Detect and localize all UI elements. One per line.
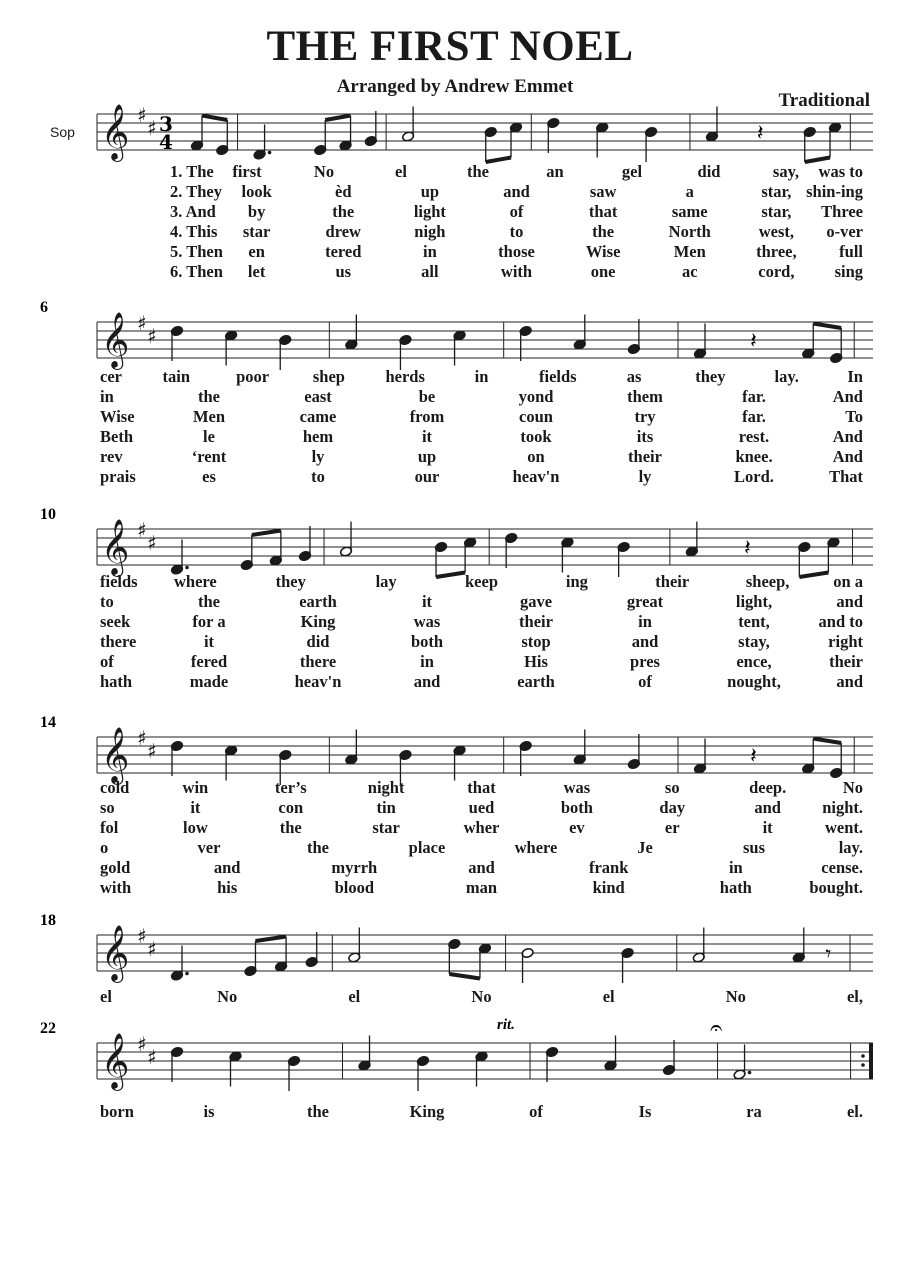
lyric-syllable: their [519, 612, 553, 631]
lyric-syllable: Wise [100, 407, 135, 426]
lyric-syllable: 4. This [170, 222, 218, 241]
sharp-sign: ♯ [147, 1045, 157, 1069]
lyric-syllable: tain [162, 367, 191, 386]
lyric-syllable: night. [822, 798, 863, 817]
sharp-sign: ♯ [137, 311, 147, 335]
dot [268, 151, 272, 155]
sharp-sign: ♯ [137, 924, 147, 948]
dot [748, 1071, 752, 1075]
lyric-syllable: bought. [809, 878, 863, 897]
lyric-syllable: 6. Then [170, 262, 223, 281]
lyric-syllable: fields [539, 367, 577, 386]
lyric-syllable: did [306, 632, 330, 651]
lyric-syllable: en [248, 242, 265, 261]
lyric-syllable: fered [190, 652, 228, 671]
lyric-syllable: and to [818, 612, 863, 631]
lyric-syllable: came [299, 407, 337, 426]
lyric-syllable: light, [735, 592, 773, 611]
beam [813, 739, 841, 744]
measure-number: 18 [40, 912, 56, 929]
lyric-syllable: earth [517, 672, 555, 691]
lyric-syllable: low [183, 818, 208, 837]
lyric-syllable: east [304, 387, 332, 406]
lyric-syllable: they [695, 367, 726, 386]
lyric-syllable: rev [100, 447, 123, 466]
lyric-syllable: in [420, 652, 434, 671]
lyric-syllable: on [527, 447, 545, 466]
lyric-syllable: took [520, 427, 552, 446]
lyric-syllable: was [563, 778, 591, 797]
lyric-syllable: the [198, 387, 220, 406]
lyric-syllable: the [279, 818, 302, 837]
lyric-syllable: light [413, 202, 446, 221]
lyric-syllable: o-ver [826, 222, 863, 241]
lyric-syllable: three, [756, 242, 797, 261]
lyric-syllable: cord, [758, 262, 795, 281]
lyric-syllable: King [409, 1102, 445, 1121]
lyric-syllable: they [275, 572, 306, 591]
lyric-syllable: Men [673, 242, 706, 261]
lyric-syllable: all [421, 262, 439, 281]
lyric-syllable: in [638, 612, 652, 631]
lyric-syllable: in [728, 858, 743, 877]
lyric-syllable: No [471, 987, 492, 1006]
lyric-syllable: North [668, 222, 711, 241]
repeat-dot [861, 1063, 865, 1067]
lyric-syllable: saw [589, 182, 617, 201]
lyric-syllable: for a [192, 612, 226, 631]
lyric-syllable: el. [846, 1102, 863, 1121]
sharp-sign: ♯ [137, 518, 147, 542]
beam [436, 573, 465, 578]
lyric-syllable: In [847, 367, 863, 386]
lyric-syllable: nought, [727, 672, 781, 691]
treble-clef: 𝄞 [101, 1033, 130, 1089]
lyric-syllable: er [664, 818, 680, 837]
lyric-syllable: first [232, 162, 262, 181]
lyric-syllable: el [348, 987, 361, 1006]
time-signature-top: 3 [159, 112, 173, 136]
lyric-syllable: ing [565, 572, 588, 591]
lyric-syllable: from [409, 407, 445, 426]
composer-credit: Traditional [778, 90, 870, 111]
lyric-syllable: ly [311, 447, 325, 466]
lyric-syllable: and [213, 858, 241, 877]
lyric-syllable: was to [818, 162, 863, 181]
lyric-syllable: And [832, 447, 863, 466]
beam [813, 324, 841, 329]
lyric-syllable: 5. Then [170, 242, 223, 261]
lyric-syllable: No [842, 778, 863, 797]
measure-number: 6 [40, 299, 48, 316]
lyric-syllable: as [626, 367, 642, 386]
lyric-syllable: el [602, 987, 615, 1006]
lyric-syllable: Three [821, 202, 863, 221]
lyric-syllable: sing [834, 262, 863, 281]
lyric-syllable: ‘rent [191, 447, 227, 466]
lyric-syllable: el, [846, 987, 863, 1006]
treble-clef: 𝄞 [101, 104, 130, 160]
lyric-syllable: both [560, 798, 593, 817]
lyric-syllable: keep [465, 572, 498, 591]
lyric-syllable: there [100, 632, 137, 651]
lyric-syllable: there [299, 652, 337, 671]
lyric-syllable: wher [463, 818, 500, 837]
lyric-syllable: of [509, 202, 524, 221]
lyric-syllable: heav'n [512, 467, 560, 486]
lyric-syllable: kind [592, 878, 625, 897]
lyric-syllable: Beth [100, 427, 133, 446]
lyric-syllable: His [524, 652, 548, 671]
lyric-syllable: frank [588, 858, 629, 877]
lyric-syllable: their [655, 572, 690, 591]
lyric-syllable: 2. They [170, 182, 222, 201]
lyric-syllable: cense. [821, 858, 863, 877]
lyric-syllable: star [372, 818, 400, 837]
lyric-syllable: of [529, 1102, 543, 1121]
lyric-syllable: win [182, 778, 209, 797]
sharp-sign: ♯ [147, 324, 157, 348]
sharp-sign: ♯ [137, 1032, 147, 1056]
lyric-syllable: the [592, 222, 615, 241]
lyric-syllable: one [590, 262, 616, 281]
lyric-syllable: that [467, 778, 496, 797]
lyric-syllable: Men [192, 407, 226, 426]
lyric-syllable: night [367, 778, 405, 797]
lyric-syllable: up [420, 182, 440, 201]
lyric-syllable: lay. [774, 367, 799, 386]
sharp-sign: ♯ [147, 531, 157, 555]
lyric-syllable: rest. [738, 427, 770, 446]
lyric-syllable: it [421, 427, 433, 446]
lyric-syllable: ued [468, 798, 495, 817]
measure-number: 22 [40, 1020, 56, 1037]
lyric-syllable: fields [100, 572, 138, 591]
lyric-syllable: poor [236, 367, 270, 386]
lyric-syllable: our [414, 467, 440, 486]
lyric-syllable: yond [518, 387, 554, 406]
lyric-syllable: the [198, 592, 220, 611]
lyric-syllable: And [832, 427, 863, 446]
part-label: Sop [50, 124, 75, 140]
lyric-syllable: That [829, 467, 863, 486]
lyric-syllable: place [408, 838, 446, 857]
system [40, 1016, 873, 1121]
lyric-syllable: born [100, 1102, 134, 1121]
lyric-syllable: both [410, 632, 444, 651]
lyric-syllable: No [725, 987, 746, 1006]
sharp-sign: ♯ [137, 103, 147, 127]
lyric-syllable: and [836, 672, 863, 691]
lyric-syllable: their [829, 652, 863, 671]
lyric-syllable: the [307, 838, 329, 857]
lyric-syllable: it [203, 632, 215, 651]
time-signature-bottom: 4 [159, 130, 173, 154]
rest: 𝄽 [744, 536, 751, 561]
treble-clef: 𝄞 [101, 519, 130, 575]
lyric-syllable: gave [519, 592, 553, 611]
lyric-syllable: drew [325, 222, 361, 241]
lyric-syllable: say, [772, 162, 800, 181]
lyric-syllable: Is [638, 1102, 652, 1121]
lyric-syllable: Lord. [734, 467, 774, 486]
lyric-syllable: shep [312, 367, 345, 386]
treble-clef: 𝄞 [101, 727, 130, 783]
lyric-syllable: ra [746, 1102, 762, 1121]
lyric-syllable: tin [376, 798, 396, 817]
lyric-syllable: and [503, 182, 530, 201]
beam [252, 531, 281, 536]
lyric-syllable: es [202, 467, 216, 486]
lyric-syllable: an [546, 162, 564, 181]
lyric-syllable: and [754, 798, 781, 817]
rest: 𝄾 [825, 942, 832, 967]
lyric-syllable: man [465, 878, 498, 897]
lyric-syllable: And [832, 387, 863, 406]
lyric-syllable: to [311, 467, 325, 486]
lyric-syllable: con [278, 798, 304, 817]
lyric-syllable: herds [385, 367, 425, 386]
lyric-syllable: stop [521, 632, 551, 651]
lyric-syllable: Je [637, 838, 653, 857]
lyric-syllable: in [474, 367, 489, 386]
treble-clef: 𝄞 [101, 312, 130, 368]
lyric-syllable: so [100, 798, 115, 817]
lyric-syllable: in [422, 242, 437, 261]
lyric-syllable: 1. The [170, 162, 214, 181]
lyric-syllable: is [203, 1102, 215, 1121]
lyric-syllable: sheep, [745, 572, 790, 591]
lyric-syllable: ence, [736, 652, 772, 671]
lyric-syllable: and [631, 632, 659, 651]
lyric-syllable: blood [334, 878, 375, 897]
lyric-syllable: far. [742, 407, 766, 426]
treble-clef: 𝄞 [101, 925, 130, 981]
lyric-syllable: made [189, 672, 229, 691]
lyric-syllable: pres [630, 652, 660, 671]
lyric-syllable: up [417, 447, 437, 466]
lyric-syllable: gold [100, 858, 131, 877]
rit-marking: rit. [497, 1017, 515, 1033]
lyric-syllable: seek [100, 612, 131, 631]
beam [799, 573, 828, 578]
lyric-syllable: did [697, 162, 721, 181]
lyric-syllable: the [332, 202, 355, 221]
lyric-syllable: èd [335, 182, 352, 201]
lyric-syllable: far. [742, 387, 766, 406]
lyric-syllable: myrrh [331, 858, 378, 877]
lyric-syllable: was [413, 612, 441, 631]
lyric-syllable: a [685, 182, 694, 201]
lyric-syllable: ver [197, 838, 221, 857]
rest: 𝄽 [750, 329, 757, 354]
lyric-syllable: Wise [585, 242, 621, 261]
lyric-syllable: o [100, 838, 109, 857]
lyric-syllable: those [498, 242, 535, 261]
lyric-syllable: day [659, 798, 686, 817]
lyric-syllable: with [100, 878, 132, 897]
lyric-syllable: the [467, 162, 489, 181]
system [40, 506, 873, 691]
lyric-syllable: let [247, 262, 266, 281]
lyric-syllable: his [217, 878, 238, 897]
rest: 𝄽 [750, 744, 757, 769]
sharp-sign: ♯ [147, 116, 157, 140]
lyric-syllable: same [671, 202, 708, 221]
song-title: THE FIRST NOEL [266, 23, 634, 70]
lyric-syllable: hath [100, 672, 133, 691]
sharp-sign: ♯ [147, 937, 157, 961]
lyric-syllable: ter’s [274, 778, 307, 797]
lyric-syllable: cold [100, 778, 130, 797]
lyric-syllable: shin-ing [806, 182, 863, 201]
beam [255, 937, 286, 942]
lyric-syllable: be [418, 387, 436, 406]
beam [449, 974, 480, 979]
lyric-syllable: where [514, 838, 558, 857]
lyric-syllable: so [664, 778, 680, 797]
system [40, 912, 873, 1006]
lyric-syllable: tered [325, 242, 362, 261]
lyric-syllable: 3. And [170, 202, 216, 221]
system [40, 714, 873, 897]
lyric-syllable: hem [302, 427, 334, 446]
lyric-syllable: full [839, 242, 863, 261]
lyric-syllable: deep. [749, 778, 787, 797]
beam [202, 116, 227, 121]
beam [325, 116, 350, 121]
lyric-syllable: to [100, 592, 114, 611]
lyric-syllable: tent, [738, 612, 770, 631]
lyric-syllable: it [421, 592, 433, 611]
repeat-dot [861, 1054, 865, 1058]
lyric-syllable: them [627, 387, 663, 406]
lyric-syllable: star, [761, 202, 792, 221]
arranger-credit: Arranged by Andrew Emmet [336, 76, 574, 97]
lyric-syllable: No [313, 162, 335, 181]
rest: 𝄽 [756, 121, 764, 146]
lyric-syllable: lay [375, 572, 397, 591]
lyric-syllable: No [217, 987, 238, 1006]
lyric-syllable: on a [833, 572, 863, 591]
lyric-syllable: to [509, 222, 524, 241]
lyric-syllable: heav'n [294, 672, 342, 691]
system [40, 299, 873, 486]
lyric-syllable: the [307, 1102, 329, 1121]
lyric-syllable: ly [638, 467, 652, 486]
lyric-syllable: of [638, 672, 652, 691]
lyric-syllable: star, [761, 182, 792, 201]
lyric-syllable: coun [519, 407, 553, 426]
lyric-syllable: that [588, 202, 618, 221]
lyric-syllable: el [100, 987, 112, 1006]
lyric-syllable: right [828, 632, 863, 651]
sharp-sign: ♯ [147, 739, 157, 763]
lyric-syllable: went. [824, 818, 863, 837]
lyric-syllable: stay, [738, 632, 770, 651]
lyric-syllable: try [634, 407, 656, 426]
lyric-syllable: in [100, 387, 114, 406]
final-barline [869, 1043, 873, 1079]
lyric-syllable: ac [681, 262, 698, 281]
lyric-syllable: prais [100, 467, 136, 486]
fermata: 𝄐 [710, 1016, 723, 1041]
lyric-syllable: le [203, 427, 215, 446]
sharp-sign: ♯ [137, 726, 147, 750]
lyric-syllable: west, [758, 222, 795, 241]
lyric-syllable: with [500, 262, 533, 281]
lyric-syllable: great [626, 592, 664, 611]
lyric-syllable: us [335, 262, 352, 281]
measure-number: 14 [40, 714, 56, 731]
lyric-syllable: and [836, 592, 863, 611]
measure-number: 10 [40, 506, 56, 523]
lyric-syllable: King [300, 612, 336, 631]
beam [486, 158, 511, 163]
lyric-syllable: knee. [735, 447, 773, 466]
lyric-syllable: it [190, 798, 201, 817]
system [97, 103, 873, 281]
lyric-syllable: of [100, 652, 114, 671]
lyric-syllable: their [628, 447, 662, 466]
lyric-syllable: it [762, 818, 773, 837]
lyric-syllable: ev [569, 818, 585, 837]
lyric-syllable: lay. [838, 838, 863, 857]
lyric-syllable: gel [621, 162, 643, 181]
dot [185, 566, 189, 570]
lyric-syllable: sus [742, 838, 766, 857]
lyric-syllable: and [413, 672, 441, 691]
lyric-syllable: by [247, 202, 266, 221]
dot [185, 972, 189, 976]
lyric-syllable: star [242, 222, 271, 241]
lyric-syllable: el [395, 162, 407, 181]
lyric-syllable: nigh [414, 222, 446, 241]
lyric-syllable: its [636, 427, 654, 446]
lyric-syllable: earth [299, 592, 337, 611]
lyric-syllable: and [468, 858, 495, 877]
lyric-syllable: fol [100, 818, 119, 837]
lyric-syllable: look [241, 182, 272, 201]
lyric-syllable: cer [100, 367, 122, 386]
lyric-syllable: To [845, 407, 863, 426]
lyric-syllable: hath [719, 878, 752, 897]
lyric-syllable: where [173, 572, 217, 591]
